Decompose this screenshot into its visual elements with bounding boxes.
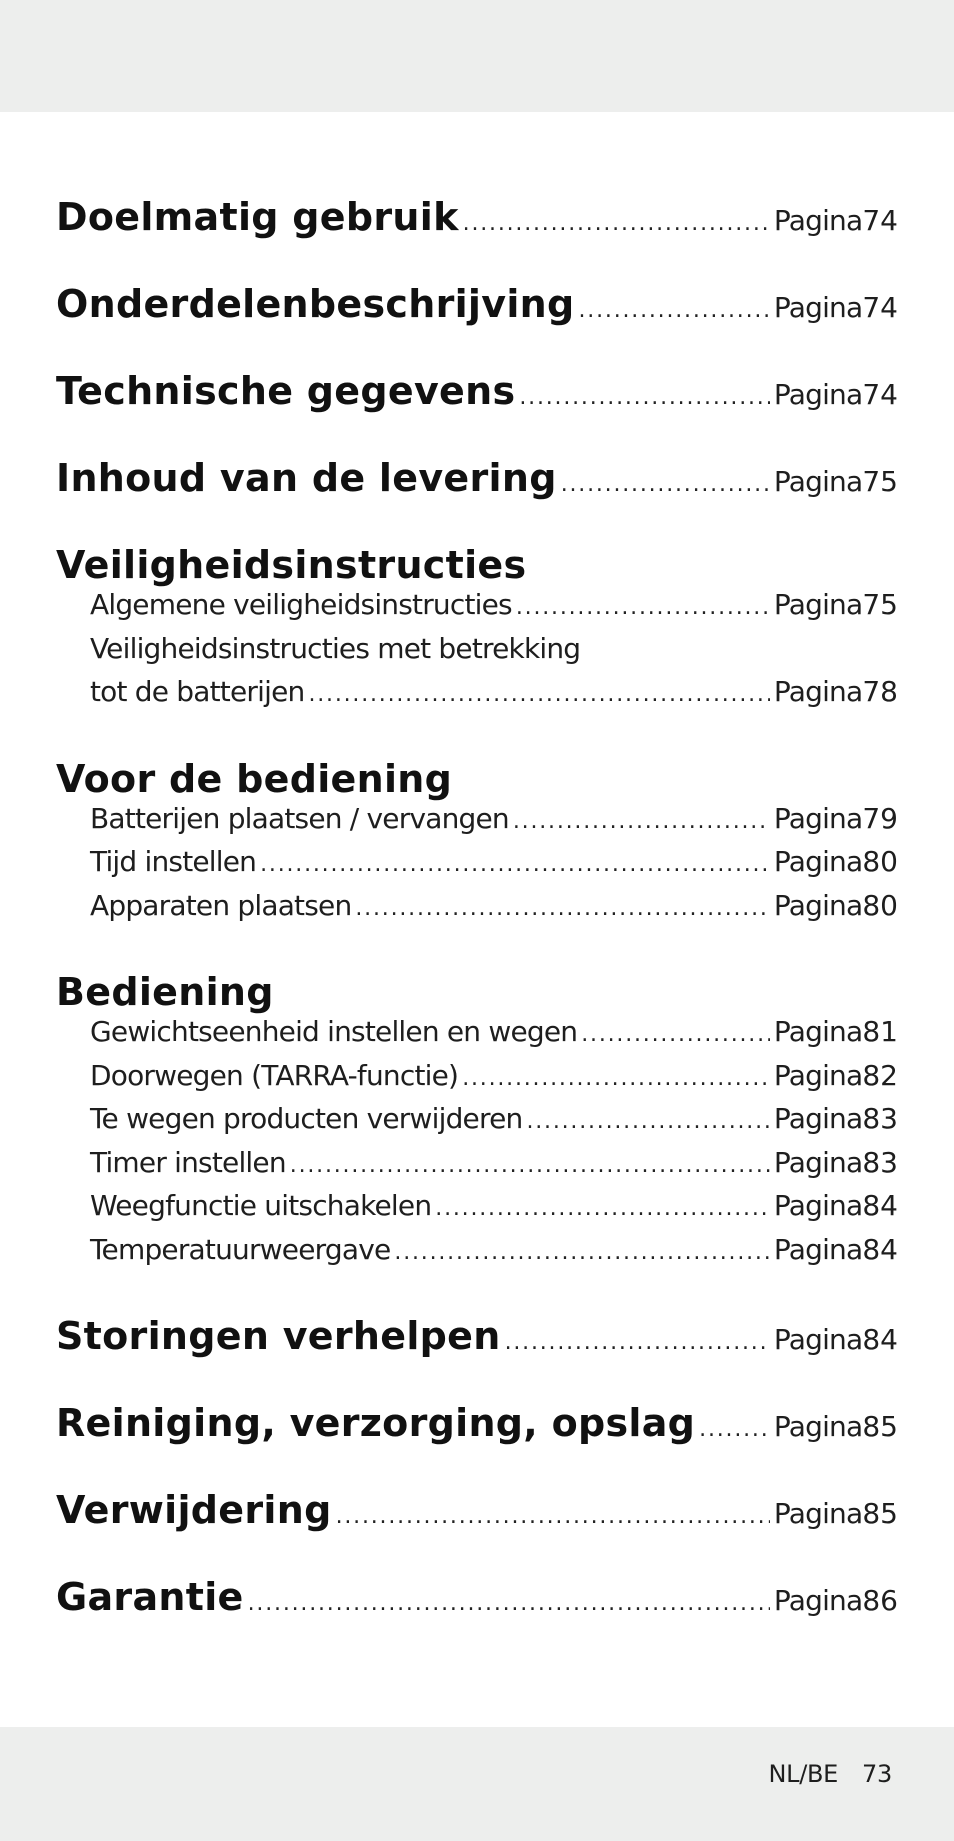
toc-section [56, 970, 898, 1276]
leader-dots [526, 1109, 769, 1134]
page-number: 84 [862, 1323, 898, 1356]
page-number: 78 [862, 675, 898, 708]
toc-heading: Technische gegevens [56, 369, 516, 413]
toc-entry[interactable] [56, 456, 898, 501]
page-label: Pagina [773, 1323, 863, 1356]
toc-subheading: Batterijen plaatsen / vervangen [90, 801, 509, 835]
toc-subheading: Temperatuurweergave [90, 1232, 391, 1266]
toc-heading: Verwijdering [56, 1488, 332, 1532]
leader-dots [260, 852, 770, 877]
toc-subentry[interactable] [56, 675, 898, 719]
page-label: Pagina [773, 378, 863, 411]
toc-subheading-line2: tot de batterijen [90, 675, 305, 708]
toc-subentry[interactable] [56, 1102, 898, 1146]
leader-dots [394, 1240, 770, 1265]
toc-entry[interactable] [56, 1314, 898, 1359]
toc-subentry[interactable] [56, 889, 898, 933]
toc-heading: Garantie [56, 1575, 244, 1619]
toc-heading: Storingen verhelpen [56, 1314, 501, 1358]
toc-heading: Inhoud van de levering [56, 456, 557, 500]
top-band [0, 0, 954, 112]
leader-dots [462, 1066, 770, 1091]
toc-subentry[interactable] [56, 632, 898, 676]
page-number: 74 [862, 204, 898, 237]
table-of-contents [56, 195, 898, 1662]
page-number: 82 [862, 1058, 898, 1092]
leader-dots [581, 1022, 770, 1047]
page-label: Pagina [773, 1102, 863, 1135]
toc-heading: Veiligheidsinstructies [56, 543, 527, 587]
leader-dots [516, 595, 770, 620]
page-label: Pagina [773, 1410, 863, 1443]
page-label: Pagina [773, 845, 863, 878]
page-number: 83 [862, 1145, 898, 1179]
toc-heading: Bediening [56, 970, 274, 1014]
toc-subheading-line1: Veiligheidsinstructies met betrekking [90, 631, 581, 665]
toc-subentry[interactable] [56, 1146, 898, 1190]
leader-dots [435, 1196, 770, 1221]
toc-subheading: Tijd instellen [90, 845, 257, 878]
leader-dots [519, 385, 770, 410]
toc-subheading: Weegfunctie uitschakelen [90, 1189, 432, 1222]
page-number: 85 [862, 1497, 898, 1530]
toc-entry[interactable] [56, 1401, 898, 1446]
toc-entry[interactable] [56, 195, 898, 240]
page-label: Pagina [773, 1232, 863, 1266]
page-number: 74 [862, 378, 898, 411]
leader-dots [336, 1504, 770, 1529]
toc-section [56, 757, 898, 933]
toc-entry[interactable] [56, 1488, 898, 1533]
toc-subentry[interactable] [56, 1189, 898, 1233]
toc-heading: Voor de bediening [56, 756, 453, 801]
toc-subheading: Doorwegen (TARRA-functie) [90, 1058, 459, 1092]
toc-section [56, 543, 898, 719]
page-label: Pagina [773, 1058, 863, 1092]
toc-subentry[interactable] [56, 845, 898, 889]
page-number: 85 [862, 1410, 898, 1443]
toc-entry[interactable] [56, 369, 898, 414]
toc-entry[interactable] [56, 1575, 898, 1620]
page-label: Pagina [773, 1189, 863, 1222]
leader-dots [561, 472, 770, 497]
toc-heading: Doelmatig gebruik [56, 195, 459, 239]
page-label: Pagina [773, 1497, 863, 1530]
page-number: 80 [862, 845, 898, 878]
leader-dots [505, 1330, 770, 1355]
toc-subheading: Algemene veiligheidsinstructies [90, 588, 512, 621]
toc-subentry[interactable] [56, 588, 898, 632]
page-label: Pagina [773, 888, 863, 922]
page-label: Pagina [773, 1584, 863, 1617]
page-number: 84 [862, 1232, 898, 1266]
toc-heading: Onderdelenbeschrijving [56, 282, 575, 326]
page-label: Pagina [773, 588, 863, 621]
toc-subentry[interactable] [56, 802, 898, 846]
page-number: 84 [862, 1189, 898, 1222]
page-label: Pagina [773, 801, 863, 835]
page-label: Pagina [773, 291, 863, 324]
toc-subheading: Gewichtseenheid instellen en wegen [90, 1015, 578, 1048]
footer-page-number: 73 [862, 1760, 892, 1788]
page-label: Pagina [773, 204, 863, 237]
page-number: 79 [862, 801, 898, 835]
leader-dots [308, 682, 769, 707]
leader-dots [355, 896, 770, 921]
page-number: 81 [862, 1015, 898, 1048]
page-number: 86 [862, 1584, 898, 1617]
toc-subheading: Te wegen producten verwijderen [90, 1102, 523, 1135]
page-number: 75 [862, 588, 898, 621]
leader-dots [579, 298, 770, 323]
toc-heading: Reiniging, verzorging, opslag [56, 1401, 696, 1445]
leader-dots [699, 1417, 770, 1442]
footer-locale: NL/BE [768, 1760, 839, 1788]
leader-dots [290, 1153, 770, 1178]
page-label: Pagina [773, 1145, 863, 1179]
toc-subheading: Apparaten plaatsen [90, 888, 352, 922]
leader-dots [513, 809, 770, 834]
leader-dots [463, 211, 770, 236]
page-number: 83 [862, 1102, 898, 1135]
toc-subentry[interactable] [56, 1233, 898, 1277]
page-number: 74 [862, 291, 898, 324]
toc-subentry[interactable] [56, 1015, 898, 1059]
toc-subheading: Timer instellen [90, 1145, 286, 1179]
page-footer [769, 1760, 893, 1788]
page-number: 75 [862, 465, 898, 498]
leader-dots [248, 1591, 770, 1616]
page-label: Pagina [773, 675, 863, 708]
page-number: 80 [862, 888, 898, 922]
toc-subentry[interactable] [56, 1059, 898, 1103]
page-label: Pagina [773, 1015, 863, 1048]
page-label: Pagina [773, 465, 863, 498]
toc-entry[interactable] [56, 282, 898, 327]
